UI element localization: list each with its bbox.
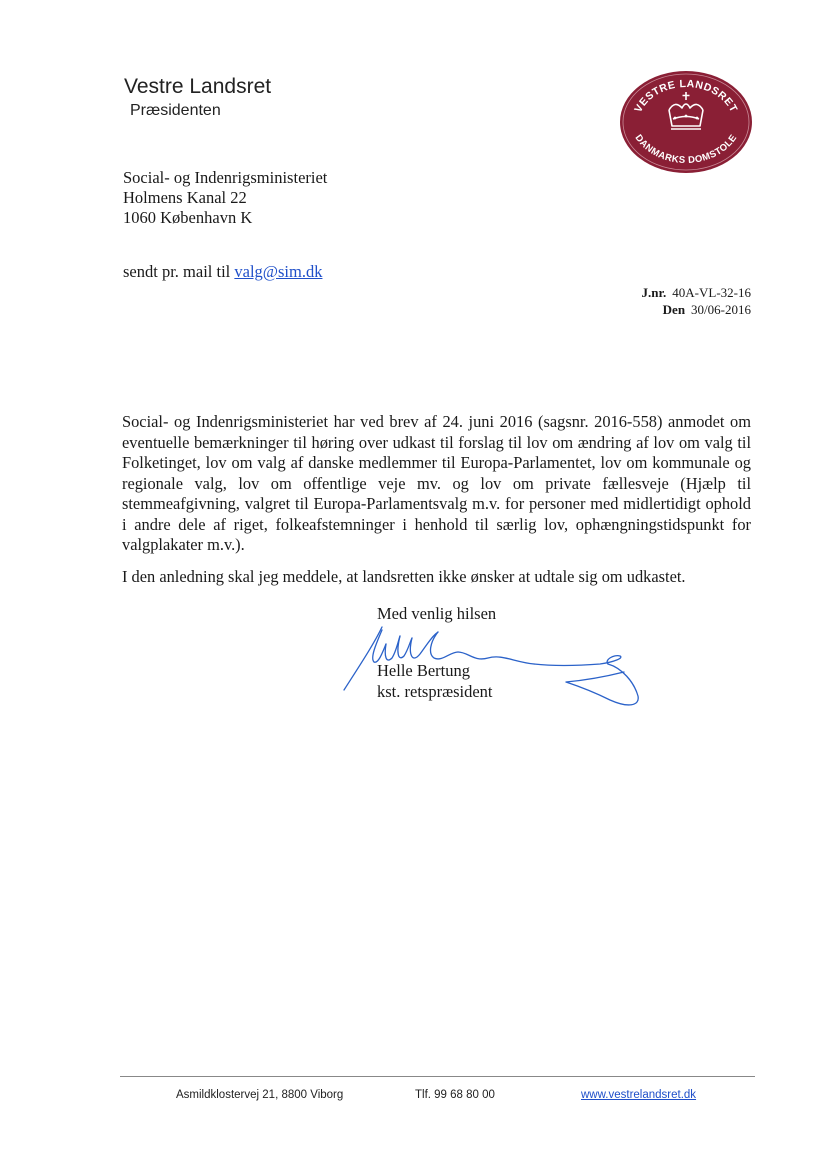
seal-bottom-text: DANMARKS DOMSTOLE bbox=[632, 132, 740, 167]
letter-date-value: 30/06-2016 bbox=[691, 302, 751, 317]
recipient-city: 1060 København K bbox=[123, 208, 253, 227]
footer-website-link[interactable]: www.vestrelandsret.dk bbox=[581, 1089, 697, 1101]
recipient-name: Social- og Indenrigsministeriet bbox=[123, 168, 328, 187]
body-paragraph-2: I den anledning skal jeg meddele, at landsretten ikke ønsker at udtale sig om udkastet. bbox=[122, 567, 686, 586]
court-role: Præsidenten bbox=[130, 102, 221, 119]
journal-number bbox=[641, 285, 751, 301]
letter-date-label: Den bbox=[662, 302, 686, 317]
sent-prefix: sendt pr. mail til bbox=[123, 262, 235, 281]
journal-number-label: J.nr. bbox=[641, 285, 667, 300]
court-name: Vestre Landsret bbox=[124, 75, 272, 98]
footer-divider bbox=[120, 1076, 755, 1077]
recipient-street: Holmens Kanal 22 bbox=[123, 188, 247, 207]
signer-title: kst. retspræsident bbox=[377, 682, 493, 701]
footer-address: Asmildklostervej 21, 8800 Viborg bbox=[176, 1089, 344, 1101]
letter-date bbox=[663, 302, 751, 318]
email-link[interactable]: valg@sim.dk bbox=[234, 262, 323, 281]
signer-name: Helle Bertung bbox=[377, 661, 471, 680]
sent-by-mail-line bbox=[123, 262, 322, 282]
handwritten-signature bbox=[338, 622, 658, 716]
footer-phone: Tlf. 99 68 80 00 bbox=[415, 1089, 495, 1101]
journal-number-value: 40A-VL-32-16 bbox=[672, 285, 751, 300]
court-seal-logo bbox=[619, 70, 753, 174]
closing-greeting: Med venlig hilsen bbox=[377, 604, 497, 623]
seal-top-text: VESTRE LANDSRET bbox=[632, 77, 740, 115]
body-paragraph-1: Social- og Indenrigsministeriet har ved brev af 24. juni 2016 (sagsnr. 2016-558) anmodet om eventuelle bemærkninger til høring over udkast til forslag til lov om ændring af lov om valg til Folketinget, lov om valg af danske medlemmer til Europa-Parlamentet, lov om kommunale og regionale valg, lov om offentlige veje mv. og lov om private fællesveje (Hjælp til stemmeafgivning, valgret til Europa-Parlamentsvalg m.v. for personer med midlertidigt ophold i andre dele af riget, folkeafstemninger i henhold til særlig lov, ophængningstidspunkt for valgplakater m.v.). bbox=[122, 412, 751, 554]
